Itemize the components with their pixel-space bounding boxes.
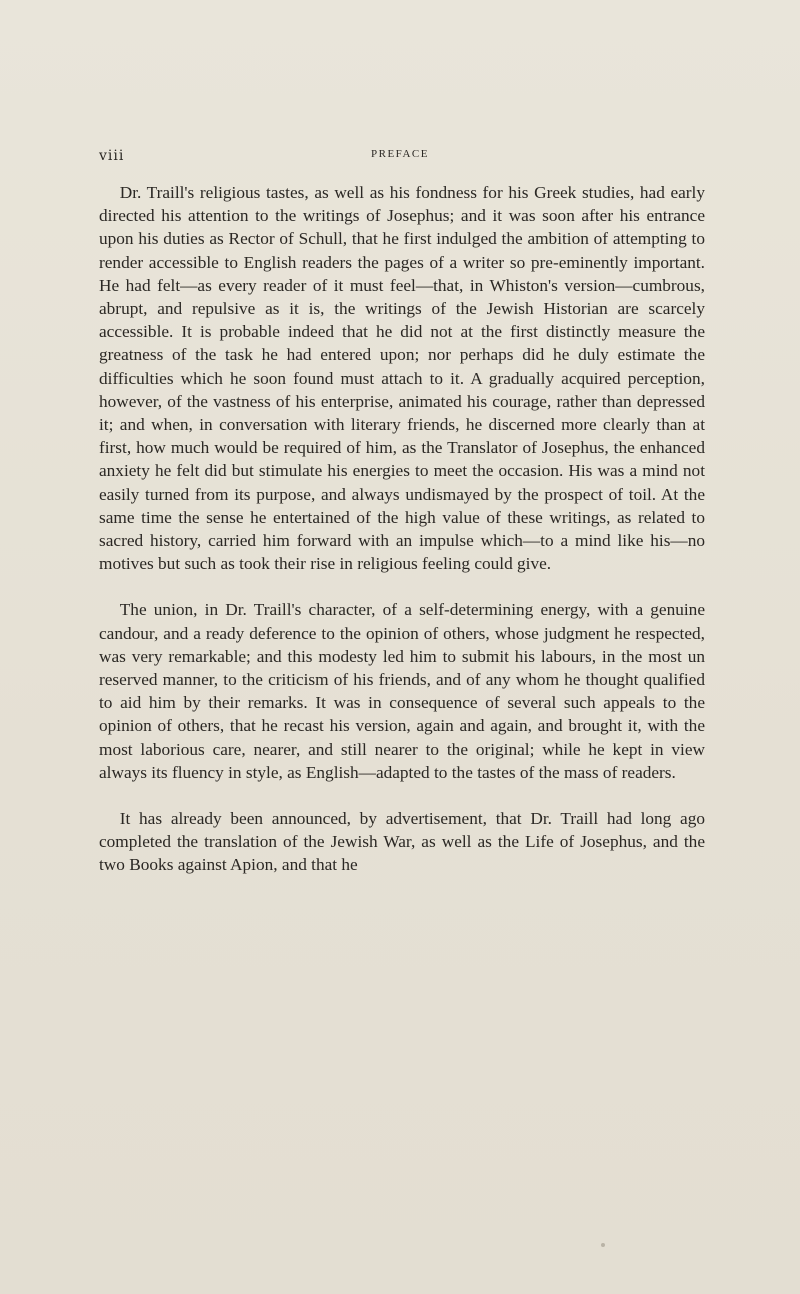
paragraph-2: The union, in Dr. Traill's character, of a self-determining energy, with a genuine candour, and a ready deference to the opinion of others, whose judgment he respected, was very remarkable; and this modesty led him to submit his labours, in the most un reserved manner, to the criticism of his friends, and of any whom he thought qualified to aid him by their remarks. It was in consequence of several such appeals to the opinion of others, that he recast his version, again and again, and brought it, with the most laborious care, nearer, and still nearer to the original; while he kept in view always its fluency in style, as English—adapted to the tastes of the mass of readers. (99, 600, 705, 782)
running-title: PREFACE (371, 148, 429, 160)
paragraph-1: Dr. Traill's religious tastes, as well as his fondness for his Greek studies, had early directed his attention to the writings of Josephus; and it was soon after his entrance upon his duties as Rector of Schull, that he first indulged the ambition of attempting to render accessible to English readers the pages of a writer so pre-eminently important. He had felt—as every reader of it must feel—that, in Whiston's version—cumbrous, abrupt, and repulsive as it is, the writings of the Jewish Historian are scarcely accessible. It is probable indeed that he did not at the first distinctly measure the greatness of the task he had entered upon; nor perhaps did he duly estimate the difficulties which he soon found must attach to it. A gradually acquired perception, however, of the vastness of his enterprise, animated his courage, rather than depressed it; and when, in conversation with literary friends, he discerned more clearly than at first, how much would be required of him, as the Translator of Josephus, the enhanced anxiety he felt did but stimulate his energies to meet the occasion. His was a mind not easily turned from its purpose, and always undismayed by the prospect of toil. At the same time the sense he entertained of the high value of these writings, as related to sacred history, carried him forward with an impulse which—to a mind like his—no motives but such as took their rise in religious feeling could give. (99, 183, 705, 574)
body-text (99, 181, 705, 877)
paragraph-3: It has already been announced, by advertisement, that Dr. Traill had long ago completed the translation of the Jewish War, as well as the Life of Josephus, and the two Books against Apion, and that he (99, 809, 705, 875)
running-head (0, 148, 800, 168)
paper-speck (601, 1243, 605, 1247)
page-number: viii (99, 148, 125, 164)
